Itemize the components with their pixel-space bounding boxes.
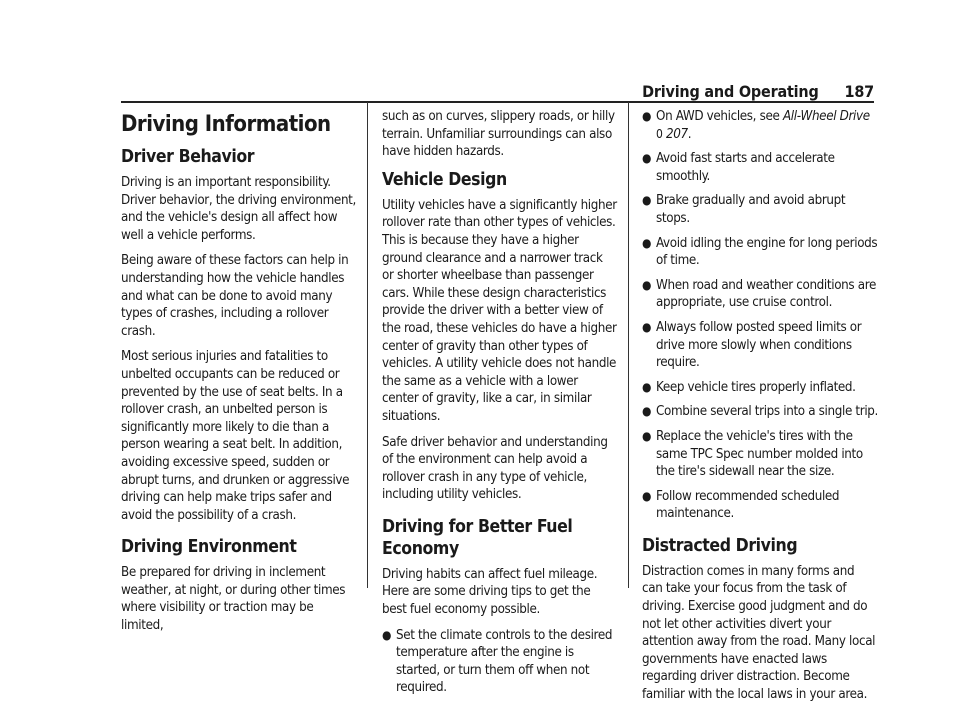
page-number: 187	[844, 82, 874, 101]
paragraph: Utility vehicles have a significantly higher rollover rate than other types of vehicles. This is because they have a higher ground clearance and a narrower track or shorter wheelbase than passenger cars. While these design characteristics provide the driver with a better view of the road, these vehicles do have a higher center of gravity than other types of vehicles. A utility vehicle does not handle the same as a vehicle with a lower center of gravity, like a car, in similar situations.	[382, 197, 617, 424]
bullet-icon: ●	[642, 235, 652, 250]
list-item: ● Combine several trips into a single trip.	[642, 404, 878, 420]
bullet-icon: ●	[642, 404, 652, 419]
list-item: ● Avoid fast starts and accelerate smoothly.	[642, 151, 835, 184]
paragraph: Be prepared for driving in inclement weather, at night, or during other times where visibility or traction may be limited,	[121, 565, 346, 634]
list-item: ● When road and weather conditions are appropriate, use cruise control.	[642, 277, 877, 311]
column-2	[382, 108, 617, 704]
list-item: ● Always follow posted speed limits or drive more slowly when conditions require.	[642, 319, 862, 371]
heading-driver-behavior: Driver Behavior	[121, 147, 255, 167]
list-item: ● Avoid idling the engine for long periods of time.	[642, 235, 878, 269]
page-title: Driving Information	[121, 112, 331, 137]
paragraph: Distraction comes in many forms and can take your focus from the task of driving. Exercise good judgment and do not let other activities divert your attention away from the road. Many local governments have enacted laws regarding driver distraction. Become familiar with the local laws in your area.	[642, 563, 876, 703]
paragraph: Driving is an important responsibility. Driver behavior, the driving environment, and the vehicle's design all affect how well a vehicle performs.	[121, 175, 356, 243]
list-item: ● Replace the vehicle's tires with the same TPC Spec number molded into the tire's sidewall near the size.	[642, 428, 863, 480]
fuel-tips-list-continued	[642, 108, 878, 523]
list-item: ● Set the climate controls to the desired temperature after the engine is started, or turn them off when not required.	[382, 627, 613, 696]
bullet-icon: ●	[642, 319, 652, 334]
header-rule	[121, 101, 874, 103]
bullet-icon: ●	[382, 627, 392, 642]
fuel-tips-list	[382, 627, 617, 697]
paragraph: Most serious injuries and fatalities to unbelted occupants can be reduced or prevented by the use of seat belts. In a rollover crash, an unbelted person is significantly more likely to die than a person wearing a seat belt. In addition, avoiding excessive speed, sudden or abrupt turns, and drunken or aggressive driving can help make trips safer and avoid the possibility of a crash.	[121, 349, 350, 523]
page-ref-arrow-icon: 0	[656, 126, 663, 141]
heading-fuel-economy: Driving for Better Fuel Economy	[382, 516, 573, 559]
paragraph: such as on curves, slippery roads, or hilly terrain. Unfamiliar surroundings can also have hidden hazards.	[382, 109, 615, 160]
bullet-icon: ●	[642, 277, 652, 292]
column-divider-2	[628, 102, 629, 588]
bullet-icon: ●	[642, 151, 652, 166]
bullet-icon: ●	[642, 488, 652, 503]
section-title: Driving and Operating	[642, 82, 819, 101]
column-divider-1	[367, 102, 368, 588]
paragraph: Safe driver behavior and understanding of the environment can help avoid a rollover crash in any type of vehicle, including utility vehicles.	[382, 434, 608, 503]
bullet-icon: ●	[642, 109, 652, 123]
list-item: ● On AWD vehicles, see All-Wheel Drive 0 207.	[642, 109, 870, 142]
awd-link[interactable]: All-Wheel Drive	[782, 109, 870, 124]
column-1	[121, 108, 356, 643]
paragraph: Driving habits can affect fuel mileage. Here are some driving tips to get the best fuel economy possible.	[382, 566, 598, 618]
awd-page-ref[interactable]: 207	[665, 126, 688, 142]
list-item: ● Follow recommended scheduled maintenance.	[642, 488, 840, 522]
bullet-icon: ●	[642, 428, 652, 443]
heading-distracted-driving: Distracted Driving	[642, 535, 798, 556]
paragraph: Being aware of these factors can help in understanding how the vehicle handles and what can be done to avoid many types of crashes, including a rollover crash.	[121, 253, 349, 339]
heading-driving-environment: Driving Environment	[121, 537, 297, 558]
bullet-icon: ●	[642, 379, 652, 394]
list-item: ● Keep vehicle tires properly inflated.	[642, 379, 856, 395]
bullet-icon: ●	[642, 193, 652, 208]
list-item: ● Brake gradually and avoid abrupt stops.	[642, 193, 846, 226]
column-3	[642, 108, 878, 712]
page-header	[642, 82, 874, 101]
heading-vehicle-design: Vehicle Design	[382, 169, 507, 190]
